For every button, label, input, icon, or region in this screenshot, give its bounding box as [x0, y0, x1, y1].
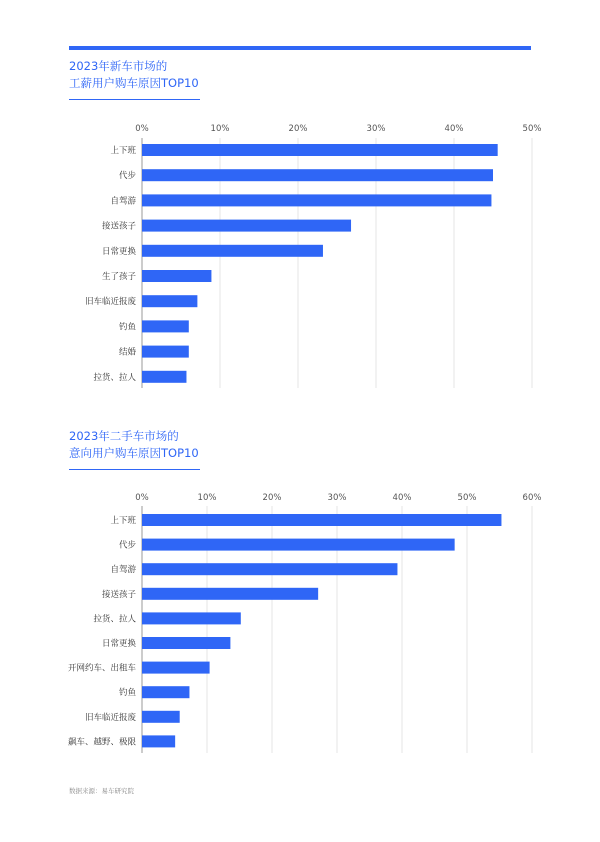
chart-2-category-label: 钓鱼 [118, 688, 136, 699]
chart-2-category-label: 代步 [118, 540, 136, 551]
chart-2-subtitle: 意向用户购车原因TOP10 [69, 446, 199, 460]
chart-1-category-label: 拉货、拉人 [93, 372, 136, 383]
chart-2-category-label: 拉货、拉人 [93, 614, 136, 625]
chart-2-bar [142, 539, 455, 551]
chart-1-category-label: 代步 [118, 171, 136, 182]
chart-1-x-tick: 10% [210, 124, 230, 134]
chart-2-heading [69, 428, 199, 462]
chart-2-used-car-reasons [0, 488, 600, 758]
chart-1-category-label: 自驾游 [110, 196, 136, 207]
chart-1-category-label: 日常更换 [101, 246, 136, 257]
chart-2-x-tick: 50% [457, 493, 477, 503]
chart-2-category-label: 上下班 [110, 516, 136, 526]
chart-1-bar [142, 194, 491, 206]
data-source-note: 数据来源：易车研究院 [69, 787, 134, 795]
chart-1-category-label: 上下班 [110, 146, 136, 156]
chart-1-bar [142, 371, 186, 383]
chart-1-bar [142, 270, 211, 282]
chart-1-bar [142, 295, 197, 307]
chart-1-category-label: 接送孩子 [101, 221, 136, 232]
chart-2-x-tick: 20% [262, 493, 282, 503]
chart-1-bar [142, 320, 189, 332]
chart-2-x-tick: 60% [522, 493, 542, 503]
chart-1-bar [142, 144, 498, 156]
chart-2-bar [142, 637, 230, 649]
chart-2-category-label: 开网约车、出租车 [67, 663, 136, 674]
chart-2-title: 2023年二手车市场的 [69, 429, 179, 443]
chart-1-title-rule [69, 99, 200, 100]
chart-2-bar [142, 686, 189, 698]
chart-2-title-rule [69, 469, 200, 470]
chart-2-category-label: 飙车、越野、极限 [67, 737, 136, 748]
chart-1-x-tick: 0% [135, 124, 149, 134]
chart-1-category-label: 生了孩子 [101, 272, 136, 282]
chart-1-new-car-reasons [0, 118, 600, 393]
chart-1-heading [69, 58, 199, 92]
chart-2-category-label: 日常更换 [101, 639, 136, 649]
chart-1-category-label: 钓鱼 [118, 322, 136, 333]
chart-2-x-tick: 0% [135, 493, 149, 503]
top-accent-rule [69, 46, 531, 50]
chart-2-category-label: 接送孩子 [101, 589, 136, 600]
chart-1-category-label: 旧车临近报废 [84, 297, 136, 308]
chart-2-category-label: 旧车临近报废 [84, 712, 136, 723]
chart-2-x-tick: 40% [392, 493, 412, 503]
chart-1-x-tick: 40% [444, 124, 464, 134]
chart-2-category-label: 自驾游 [110, 565, 136, 576]
chart-1-x-tick: 20% [288, 124, 308, 134]
chart-2-bar [142, 735, 175, 747]
chart-1-x-tick: 50% [522, 124, 542, 134]
chart-1-category-label: 结婚 [118, 347, 136, 358]
chart-1-x-tick: 30% [366, 124, 386, 134]
chart-1-bar [142, 245, 323, 257]
chart-1-bar [142, 169, 493, 181]
chart-1-bar [142, 346, 189, 358]
chart-2-x-tick: 10% [197, 493, 217, 503]
chart-2-bar [142, 662, 210, 674]
chart-2-bar [142, 588, 318, 600]
chart-2-bar [142, 711, 180, 723]
chart-2-x-tick: 30% [327, 493, 347, 503]
chart-1-title: 2023年新车市场的 [69, 59, 168, 73]
chart-2-bar [142, 514, 501, 526]
chart-1-bar [142, 220, 351, 232]
chart-2-bar [142, 563, 397, 575]
chart-1-subtitle: 工薪用户购车原因TOP10 [69, 76, 199, 90]
chart-2-bar [142, 612, 241, 624]
